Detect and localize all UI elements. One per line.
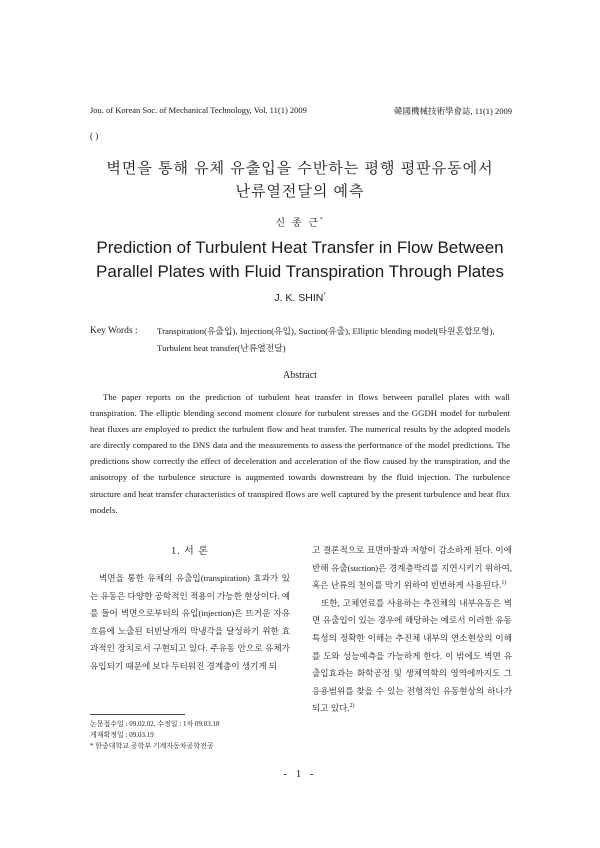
section-heading-introduction: 1. 서 론 <box>171 546 209 557</box>
intro-paragraph-1-text: 고 결론적으로 표면마찰과 저항이 감소하게 된다. 이에 반해 유출(suction)은 경계층박리를 지연시키기 위하여, 혹은 난류의 천이를 막기 위하여 빈번하게 사용된다. <box>312 545 512 591</box>
intro-right-column <box>312 542 512 718</box>
english-author-name: J. K. SHIN <box>274 292 324 304</box>
footnote-divider <box>90 714 185 715</box>
korean-author-mark: * <box>320 217 325 224</box>
journal-header-ko: 韓國機械技術學會誌, 11(1) 2009 <box>394 106 512 116</box>
abstract-heading: Abstract <box>283 370 317 381</box>
intro-paragraph-2 <box>312 595 512 718</box>
footnote-affiliation: * 한중대학교 공학부 기계자동차공학전공 <box>90 742 214 750</box>
english-title <box>0 236 600 284</box>
english-author <box>0 292 600 304</box>
reference-marker: 1) <box>501 580 507 587</box>
intro-paragraph-1 <box>312 542 512 595</box>
english-title-line-2: Parallel Plates with Fluid Transpiration Through Plates <box>96 262 504 281</box>
abstract-text: The paper reports on the prediction of turbulent heat transfer in flows between parallel plates with wall transpiration. The elliptic blending second moment closure for turbulent stresses and the GGDH model for turbulent heat fluxes are employed to predict the turbulent flow and heat transfer. The numerical results by the adopted models are directly compared to the DNS data and the measurements to assess the performance of the model predictions. The predictions show correctly the effect of deceleration and acceleration of the flow caused by the transpiration, and the anisotropy of the turbulence structure is augmented towards downstream by the fluid injection. The turbulence structure and heat transfer characteristics of transpired flows are well captured by the present turbulence and heat flux models. <box>90 392 510 515</box>
korean-title-line-1: 벽면을 통해 유체 유출입을 수반하는 평행 평판유동에서 <box>106 160 494 177</box>
korean-title <box>0 157 600 203</box>
footnote-received: 논문접수일 : 09.02.02, 수정일 : 1차 09.03.18 <box>90 720 220 728</box>
english-title-line-1: Prediction of Turbulent Heat Transfer in Flow Between <box>96 238 504 257</box>
korean-title-line-2: 난류열전달의 예측 <box>235 183 365 200</box>
journal-header-en: Jou. of Korean Soc. of Mechanical Technology, Vol. 11(1) 2009 <box>90 105 307 115</box>
english-author-mark: * <box>323 292 326 299</box>
page-number: - 1 - <box>283 768 317 780</box>
intro-paragraph-2-text: 또한, 고체연료를 사용하는 추진체의 내부유동은 벽면 유출입이 있는 경우에 해당하는 예로서 이러한 유동특성의 정확한 이해는 추진체 내부의 연소현상의 이해를 도와 성능예측을 가능하게 한다. 이 밖에도 벽면 유출입효과는 화학공정 및 생체역학의 영역에까지도 그 응용범위를 찾을 수 있는 전형적인 유동현상의 하나가 되고 있다. <box>312 597 512 714</box>
reference-marker: 2) <box>349 703 355 710</box>
keywords-text: Transpiration(유출입), Injection(유입), Suction(유출), Elliptic blending model(타원혼합모형), Turbulent heat transfer(난류열전달) <box>157 326 495 353</box>
footnotes <box>90 719 300 752</box>
footnote-accepted: 게재확정일 : 09.03.19 <box>90 731 154 739</box>
korean-author-name: 신 종 근 <box>275 218 321 229</box>
korean-author <box>0 214 600 229</box>
paper-number: ( ) <box>90 131 99 141</box>
intro-left-column: 벽면을 통한 유체의 유출입(transpiration) 효과가 있는 유동은 다양한 공학적인 적용이 가능한 현상이다. 예를 들어 벽면으로부터의 유입(injection)은 뜨거운 자유흐름에 노출된 터빈날개의 막냉각을 달성하기 위한 효과적인 장치로서 구현되고 있다. 주유동 안으로 유체가 유입되기 때문에 보다 두터워진 경계층이 생기게 되 <box>90 573 290 671</box>
keywords-label: Key Words : <box>90 326 138 336</box>
